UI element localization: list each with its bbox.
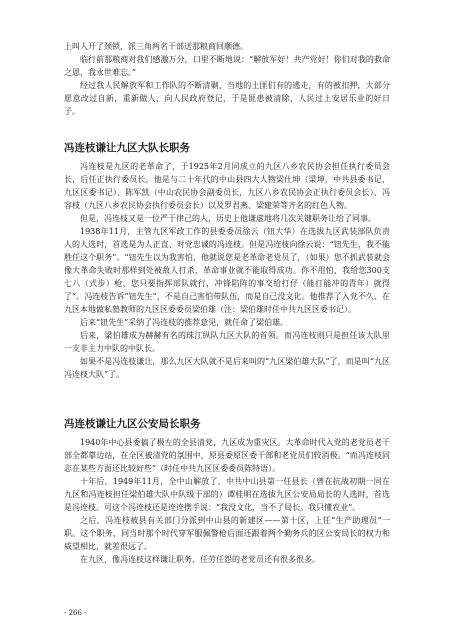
section-2-body: [64, 436, 390, 566]
section-heading-1-container: [64, 140, 390, 155]
section-heading: 冯连枝谦让九区大队长职务: [64, 142, 190, 154]
paragraph: 在九区，像冯连枝这样谦让职务、任劳任怨的老党员还有很多很多。: [80, 555, 320, 564]
paragraph: 1940年中心县委搞了极左的全县清党，九区成为重灾区。大革命时代入党的老党员老干部全都靠边站，在全区被清党的氛围中，原县委原区委干部和老党员们较消极。“而冯连枝同志在某些方面还比较好些”（时任中共九区区委委员陈特语）。: [64, 438, 390, 473]
paragraph: 临行前那粮商对我们感激万分，口里不断地说：“解放军好！共产党好！你们对我的救命之恩，我永世难忘。”: [64, 55, 390, 77]
section-1-body: [64, 160, 390, 381]
paragraph: 但是，冯连枝又是一位严于律己的人，历史上他谦虚地将几次关键职务让给了同事。: [80, 214, 376, 223]
paragraph: 冯连枝是九区的老革命了，于1925年2月同成立的九区八乡农民协会担任执行委员会长，后任正执行委员长，他是与二十年代的中山县四大人物梁仕坤（梁坤，中共县委书记，九区区委书记）、陈军凯（中山农民协会副委员长，九区八乡农民协会正执行委员会长）、冯容枝（九区八乡农民协会执行委员会长）以及罗君燕、梁建荣等齐名的红色人物。: [64, 162, 390, 210]
paragraph: 十年后，1949年11月，全中山解放了，中共中山县第一任县长（曾在抗战初期一同在九区和冯连枝担任梁伯雄大队中队级干部的）谭桂明在选拔九区公安局局长的人选时，首选是冯连枝。可这个冯连枝还是连连摆手说：“我没文化，当不了局长。我只懂农业”。: [64, 477, 390, 512]
paragraph: 后来“钮先生”采纳了冯连枝的推荐意见，就任命了梁伯雄。: [80, 318, 289, 327]
paragraph: 上叫人开了颈锁，派三角两名干部送那粮商回顺德。: [64, 42, 248, 51]
page-number: - 266 -: [64, 609, 87, 617]
paragraph: 1938年11月，主管九区军政工作的县委委员徐云（钮大华）在选拔九区武装部队负责人的人选时，首选是为人正直、对党忠诚的冯连枝。但是冯连枝向徐云说：“钮先生，我不能胜任这个职务”。“钮先生以为我害怕，他就说您是老革命老党员了，（如果）您不抓武装就会像大革命失败时那样到处被敌人打杀，革命事业就不能取得成功。你不用怕，我给您300支七八（式步）枪，您只要指挥部队就行，冲锋陷阵的事交给打仔（能打能冲的青年）就得了”。冯连枝告诉“钮先生”，不是自己害怕带队伍，而是自己没文化。他推荐了入党不久、在九区本地做私塾教师的九区区委委员梁伯雄（注：梁伯雄时任中共九区区委书记）。: [64, 227, 390, 314]
section-heading: 冯连枝谦让九区公安局长职务: [64, 418, 201, 430]
section-heading-2-container: [64, 416, 390, 431]
paragraph: 之后，冯连枝被县有关部门分派到中山县的新建区——第十区，上任“生产助理员”一职。这个职务，同当时那个时代穿军服佩警枪后面还跟着两个勤务兵的区公安局长的权力和威望相比，就差很远了。: [64, 516, 390, 551]
paragraph: 如果不是冯连枝谦让，那么九区大队就不是后来叫的“九区梁伯雄大队”了，而是叫“九区冯连枝大队”了。: [64, 357, 390, 379]
intro-text: [64, 40, 390, 118]
paragraph: 经过我人民解放军和工作队的不断清剿，当地的土匪们有的逃走，有的被扣押，大部分愿意改过自新，重新做人，向人民政府登记，于是匪患被清除，人民过上安居乐业的好日子。: [64, 81, 390, 116]
paragraph: 后来，梁伯雄成为赫赫有名的珠江纵队九区大队的首领。而冯连枝则只是担任该大队里一支非主力中队的中队长。: [64, 331, 390, 353]
